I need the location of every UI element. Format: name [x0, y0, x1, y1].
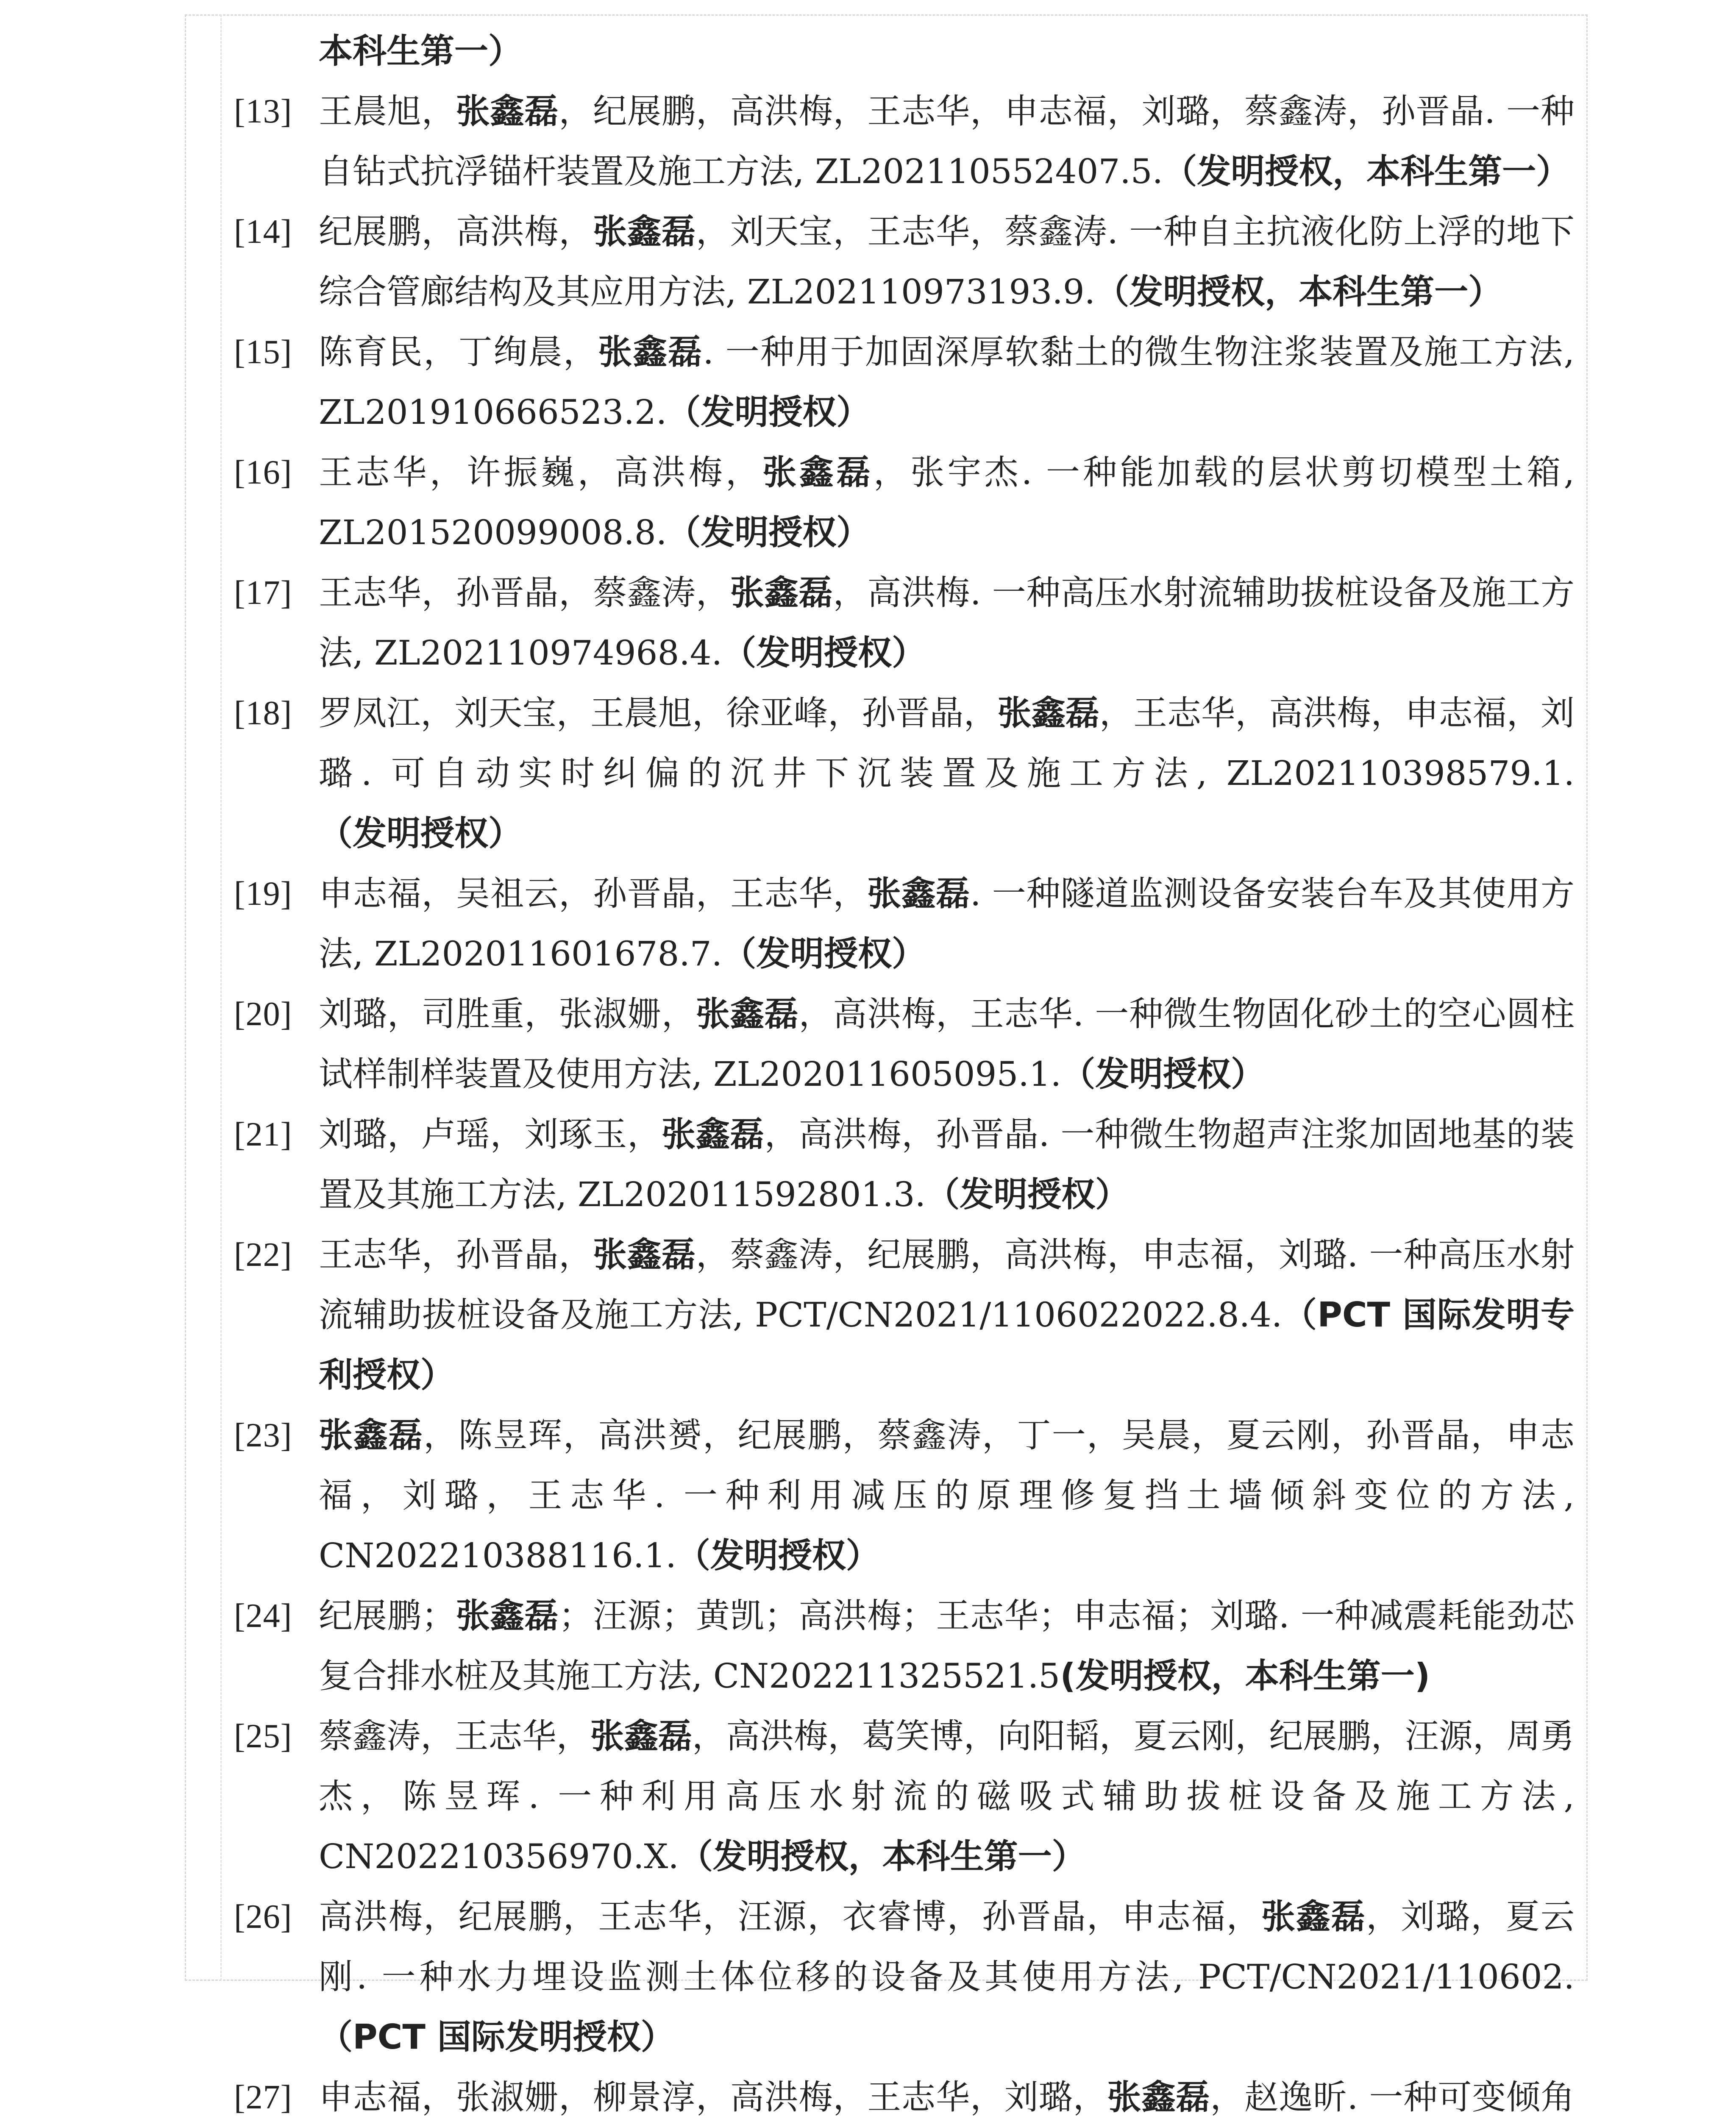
- grant-status-tag: （发明授权）: [722, 633, 926, 673]
- authors-before: 刘璐，卢瑶，刘琢玉，: [319, 1115, 662, 1154]
- reference-number: [13]: [234, 93, 292, 130]
- reference-entry: [229, 1887, 1575, 2067]
- reference-number: [26]: [234, 1898, 292, 1935]
- patent-title-number: ，高洪梅，孙晋晶. 一种微生物超声注浆加固地基的装置及其施工方法, ZL202011592801.3.: [319, 1115, 1575, 1214]
- reference-entry: [229, 1104, 1575, 1225]
- grant-status-tag: （发明授权）: [676, 1536, 880, 1575]
- patent-title-number: ，赵逸昕. 一种可变倾角: [1210, 2077, 1575, 2117]
- reference-entry: [229, 563, 1575, 683]
- grant-status-tag: （PCT 国际发明授权）: [319, 2017, 675, 2057]
- authors-before: 王志华，孙晋晶，: [319, 1235, 593, 1274]
- reference-number: [19]: [234, 875, 292, 912]
- highlighted-author: 张鑫磊: [730, 573, 833, 612]
- reference-entry: [229, 81, 1575, 202]
- authors-before: 蔡鑫涛，王志华，: [319, 1716, 590, 1756]
- patent-title-number: ，纪展鹏，高洪梅，王志华，申志福，刘璐，蔡鑫涛，孙晋晶. 一种自钻式抗浮锚杆装置及施工方法, ZL202110552407.5.: [319, 92, 1575, 191]
- reference-entry: [229, 322, 1575, 442]
- grant-status-tag: （发明授权）: [667, 392, 871, 432]
- reference-number: [20]: [234, 996, 292, 1033]
- grant-status-tag: （发明授权）: [1061, 1054, 1265, 1094]
- grant-status-tag: （发明授权，本科生第一）: [1163, 152, 1570, 191]
- authors-before: 罗凤江，刘天宝，王晨旭，徐亚峰，孙晋晶，: [319, 693, 998, 733]
- patent-title-number: ，高洪梅，葛笑博，向阳韬，夏云刚，纪展鹏，汪源，周勇杰，陈昱珲. 一种利用高压水射流的磁吸式辅助拔桩设备及施工方法, CN202210356970.X.: [319, 1716, 1575, 1876]
- continued-fragment: 本科生第一）: [319, 31, 522, 71]
- patent-title-number: ；汪源；黄凯；高洪梅；王志华；申志福；刘璐. 一种减震耗能劲芯复合排水桩及其施工方法, CN202211325521.5: [319, 1596, 1575, 1696]
- patent-title-number: ，刘天宝，王志华，蔡鑫涛. 一种自主抗液化防上浮的地下综合管廊结构及其应用方法, ZL202110973193.9.: [319, 212, 1575, 311]
- patent-title-number: ，刘璐，夏云刚. 一种水力埋设监测土体位移的设备及其使用方法, PCT/CN2021/110602.: [319, 1897, 1575, 1997]
- patent-title-number: ，高洪梅，王志华. 一种微生物固化砂土的空心圆柱试样制样装置及使用方法, ZL202011605095.1.: [319, 994, 1575, 1094]
- patent-title-number: . 一种隧道监测设备安装台车及其使用方法, ZL202011601678.7.: [319, 874, 1575, 973]
- patent-title-number: ，蔡鑫涛，纪展鹏，高洪梅，申志福，刘璐. 一种高压水射流辅助拔桩设备及施工方法, PCT/CN2021/1106022022.8.4.: [319, 1235, 1575, 1335]
- reference-entry: [229, 202, 1575, 322]
- patent-title-number: ，高洪梅. 一种高压水射流辅助拔桩设备及施工方法, ZL202110974968.4.: [319, 573, 1575, 673]
- grant-status-tag: （发明授权）: [667, 513, 871, 552]
- reference-number: [22]: [234, 1236, 292, 1274]
- authors-before: 高洪梅，纪展鹏，王志华，汪源，衣睿博，孙晋晶，申志福，: [319, 1897, 1262, 1936]
- reference-entry: [229, 1225, 1575, 1405]
- reference-entry: [229, 864, 1575, 984]
- highlighted-author: 张鑫磊: [456, 92, 559, 131]
- reference-entry: [229, 1706, 1575, 1887]
- authors-before: 王志华，许振巍，高洪梅，: [319, 453, 763, 492]
- highlighted-author: 张鑫磊: [593, 1235, 696, 1274]
- reference-list: [229, 21, 1575, 2119]
- reference-entry: [229, 984, 1575, 1104]
- grant-status-tag: （PCT 国际发明专利授权）: [319, 1295, 1575, 1395]
- grant-status-tag: （发明授权）: [722, 934, 926, 973]
- reference-entry: [229, 442, 1575, 563]
- reference-number: [23]: [234, 1417, 292, 1454]
- reference-number: [18]: [234, 695, 292, 732]
- grant-status-tag: （发明授权）: [926, 1175, 1130, 1214]
- reference-number: [25]: [234, 1718, 292, 1755]
- reference-number: [21]: [234, 1116, 292, 1153]
- authors-before: 陈育民，丁绚晨，: [319, 332, 598, 372]
- highlighted-author: 张鑫磊: [661, 1115, 765, 1154]
- patent-title-number: ，张宇杰. 一种能加载的层状剪切模型土箱, ZL201520099008.8.: [319, 453, 1575, 552]
- reference-number: [17]: [234, 574, 292, 612]
- authors-before: 纪展鹏；: [319, 1596, 456, 1635]
- authors-before: 纪展鹏，高洪梅，: [319, 212, 593, 251]
- patent-title-number: . 一种用于加固深厚软黏土的微生物注浆装置及施工方法, ZL201910666523.2.: [319, 332, 1575, 432]
- reference-entry: [229, 2067, 1575, 2119]
- reference-number: [24]: [234, 1597, 292, 1635]
- highlighted-author: 张鑫磊: [867, 874, 970, 913]
- grant-status-tag: （发明授权）: [319, 814, 522, 853]
- highlighted-author: 张鑫磊: [696, 994, 799, 1034]
- reference-number: [16]: [234, 454, 292, 491]
- highlighted-author: 张鑫磊: [1107, 2077, 1210, 2117]
- highlighted-author: 张鑫磊: [319, 1415, 424, 1455]
- authors-before: 王志华，孙晋晶，蔡鑫涛，: [319, 573, 730, 612]
- margin-rule: [220, 14, 222, 1981]
- grant-status-tag: （发明授权，本科生第一）: [679, 1837, 1086, 1876]
- authors-before: 刘璐，司胜重，张淑姗，: [319, 994, 696, 1034]
- highlighted-author: 张鑫磊: [590, 1716, 692, 1756]
- highlighted-author: 张鑫磊: [593, 212, 696, 251]
- patent-title-number: ，王志华，高洪梅，申志福，刘璐. 可自动实时纠偏的沉井下沉装置及施工方法, ZL202110398579.1.: [319, 693, 1575, 793]
- reference-entry: [229, 683, 1575, 864]
- highlighted-author: 张鑫磊: [997, 693, 1099, 733]
- reference-number: [27]: [234, 2079, 292, 2116]
- authors-before: 王晨旭，: [319, 92, 456, 131]
- highlighted-author: 张鑫磊: [762, 453, 874, 492]
- highlighted-author: 张鑫磊: [455, 1596, 559, 1635]
- authors-before: 申志福，张淑姗，柳景淳，高洪梅，王志华，刘璐，: [319, 2077, 1107, 2117]
- authors-before: 申志福，吴祖云，孙晋晶，王志华，: [319, 874, 868, 913]
- highlighted-author: 张鑫磊: [1261, 1897, 1366, 1936]
- reference-entry: [229, 1586, 1575, 1706]
- entries-container: [229, 81, 1575, 2119]
- grant-status-tag: (发明授权，本科生第一): [1060, 1656, 1430, 1696]
- reference-number: [14]: [234, 213, 292, 250]
- reference-entry: [229, 1405, 1575, 1586]
- reference-number: [15]: [234, 334, 292, 371]
- grant-status-tag: （发明授权，本科生第一）: [1095, 272, 1502, 311]
- patent-title-number: ，陈昱珲，高洪赟，纪展鹏，蔡鑫涛，丁一，吴晨，夏云刚，孙晋晶，申志福，刘璐，王志华. 一种利用减压的原理修复挡土墙倾斜变位的方法, CN202210388116.1.: [319, 1415, 1575, 1575]
- highlighted-author: 张鑫磊: [598, 332, 703, 372]
